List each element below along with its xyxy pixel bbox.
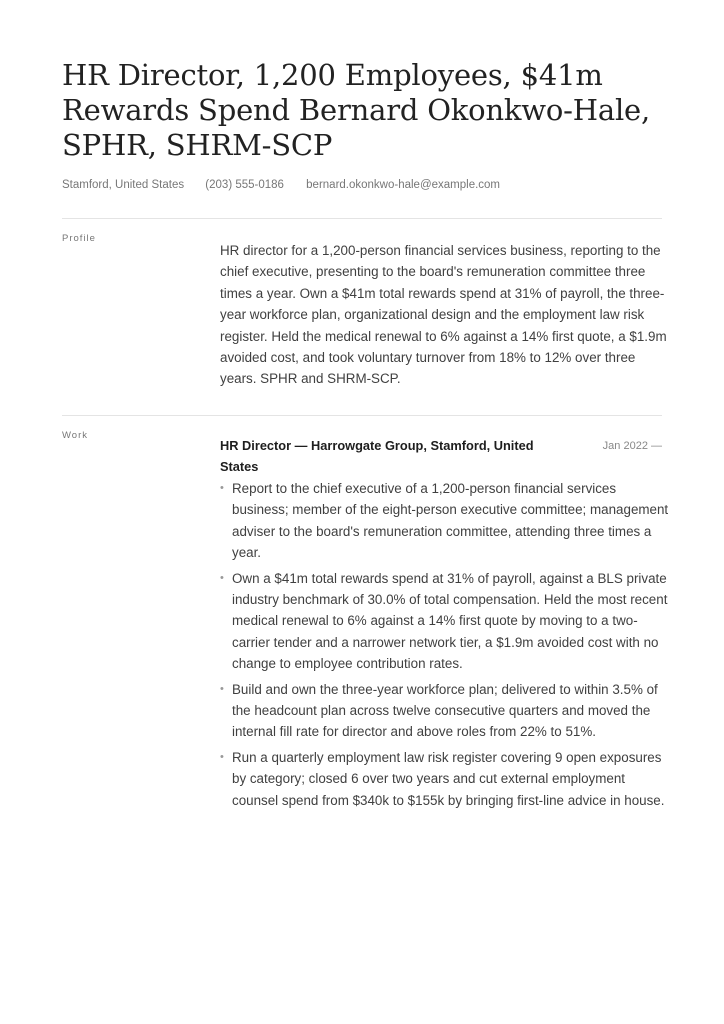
job-bullet-text: Report to the chief executive of a 1,200-person financial services business; member of the eight-person executive committee; management adviser to the board's remuneration committee, attending three times a year. [232,481,669,561]
divider-work [62,415,662,416]
job-bullet-text: Build and own the three-year workforce plan; delivered to within 3.5% of the headcount plan across twelve consecutive quarters and moved the internal fill rate for director and above roles from 22% to 51%. [232,681,658,740]
job-bullet [220,679,670,743]
job-bullet-text: Run a quarterly employment law risk register covering 9 open exposures by category; closed 6 over two years and cut external employment counsel spend from $340k to $155k by bringing first-line advice in house. [232,749,665,808]
job-bullet [220,747,670,811]
profile-summary: HR director for a 1,200-person financial services business, reporting to the chief executive, presenting to the board's remuneration committee three times a year. Own a $41m total rewards spend at 31% of payroll, the three-year workforce plan, organizational design and the employment law risk register. Held the medical renewal to 6% against a 14% first quote, a $1.9m avoided cost, and took voluntary turnover from 18% to 12% over three years. SPHR and SHRM-SCP. [220,243,667,387]
bullet-dot-icon: • [220,682,224,695]
job-header [220,436,662,477]
contact-email: bernard.okonkwo-hale@example.com [306,179,501,191]
divider-profile [62,218,662,219]
job-bullet-text: Own a $41m total rewards spend at 31% of payroll, against a BLS private industry benchmark of 30.0% of total compensation. Held the most recent medical renewal to 6% against a 14% first quote by moving to a two-carrier tender and a narrower network tier, a $1.9m avoided cost with no change to employee contribution rates. [232,570,668,672]
contact-line [62,179,662,191]
bullet-dot-icon: • [220,571,224,584]
contact-phone: (203) 555-0186 [205,179,284,191]
contact-location: Stamford, United States [62,179,185,191]
section-label-profile: Profile [62,233,96,244]
candidate-name-heading: HR Director, 1,200 Employees, $41m Rewards Spend Bernard Okonkwo-Hale, SPHR, SHRM-SCP [62,58,651,162]
job-bullet [220,568,670,675]
job-date: Jan 2022 — [602,440,662,452]
bullet-dot-icon: • [220,482,224,494]
job-title: HR Director — Harrowgate Group, Stamford, United States [220,438,534,474]
job-bullet [220,478,670,564]
job-bullet-list [220,478,670,815]
section-label-work: Work [62,430,88,441]
bullet-dot-icon: • [220,750,224,763]
